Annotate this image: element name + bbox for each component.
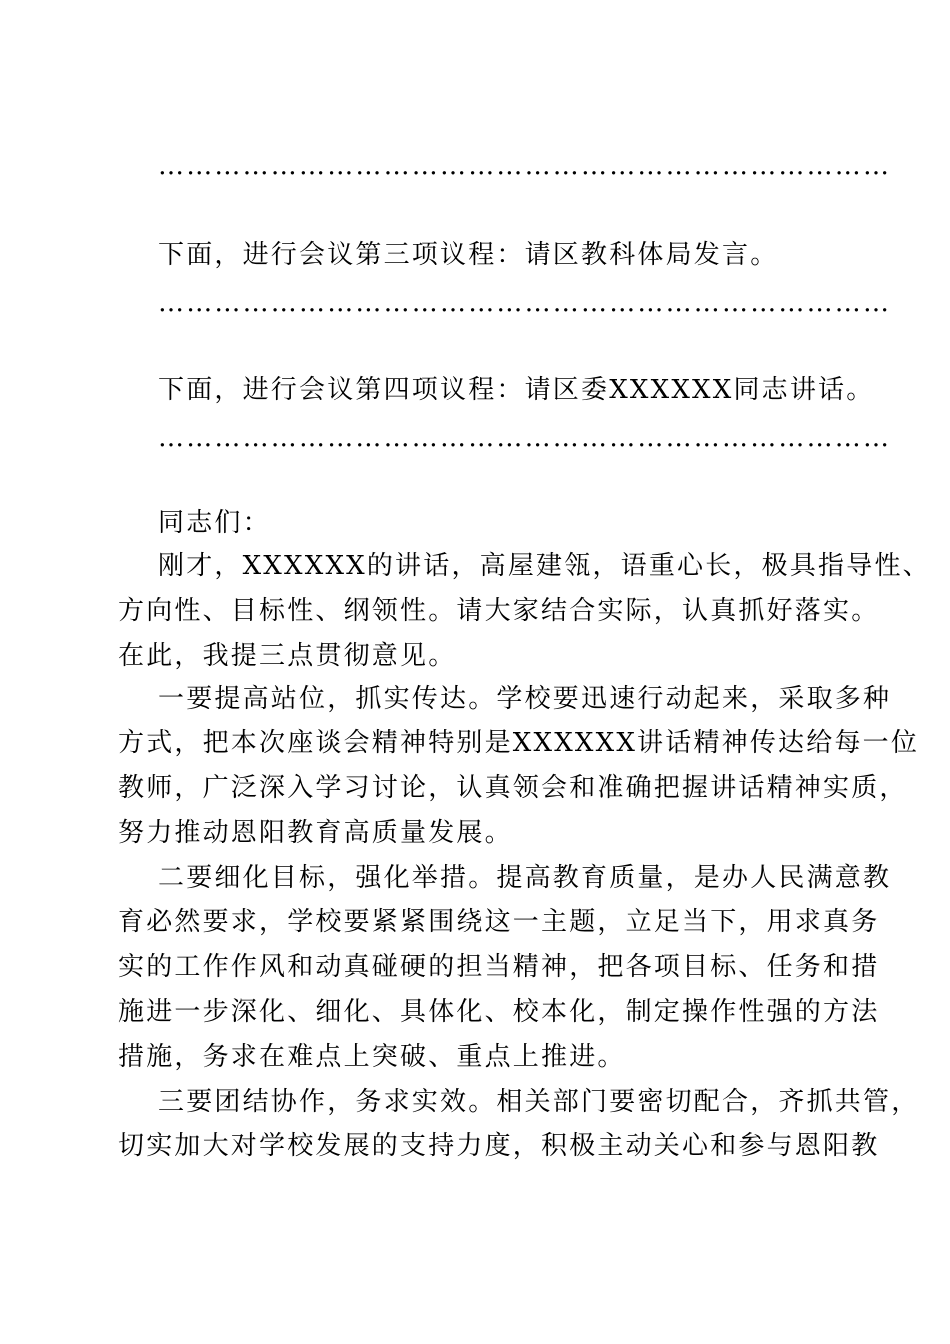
paragraph-line	[0, 372, 950, 408]
body-text: 育必然要求，学校要紧紧围绕这一主题，立足当下，用求真务	[118, 907, 880, 937]
body-text: 施进一步深化、细化、具体化、校本化，制定操作性强的方法	[118, 997, 880, 1027]
body-text: 方式，把本次座谈会精神特别是XXXXXX讲话精神传达给每一位	[118, 728, 920, 758]
paragraph-line	[0, 949, 950, 985]
paragraph-line	[0, 237, 950, 273]
salutation: 同志们：	[158, 508, 271, 538]
point-three: 三要团结协作，务求实效。相关部门要密切配合，齐抓共管，	[158, 1087, 920, 1117]
paragraph-line	[0, 681, 950, 717]
body-text: 努力推动恩阳教育高质量发展。	[118, 818, 513, 848]
paragraph-line	[0, 904, 950, 940]
paragraph-line	[0, 1039, 950, 1075]
paragraph-line	[0, 638, 950, 674]
paragraph-line	[0, 593, 950, 629]
body-text: 措施，务求在难点上突破、重点上推进。	[118, 1042, 626, 1072]
paragraph-line	[0, 1084, 950, 1120]
paragraph-line	[0, 505, 950, 541]
ellipsis-text: ……………………………………………………………………	[158, 151, 892, 181]
body-text: 实的工作作风和动真碰硬的担当精神，把各项目标、任务和措	[118, 952, 880, 982]
agenda-item-three: 下面，进行会议第三项议程：请区教科体局发言。	[158, 240, 779, 270]
paragraph-line	[0, 1128, 950, 1164]
agenda-item-four: 下面，进行会议第四项议程：请区委XXXXXX同志讲话。	[158, 375, 875, 405]
paragraph-line	[0, 860, 950, 896]
ellipsis-line	[0, 285, 950, 321]
ellipsis-line	[0, 148, 950, 184]
paragraph-line	[0, 725, 950, 761]
body-text: 切实加大对学校发展的支持力度，积极主动关心和参与恩阳教	[118, 1131, 880, 1161]
body-text: 方向性、目标性、纲领性。请大家结合实际，认真抓好落实。	[118, 596, 880, 626]
body-text: 刚才，XXXXXX的讲话，高屋建瓴，语重心长，极具指导性、	[158, 551, 931, 581]
point-two: 二要细化目标，强化举措。提高教育质量，是办人民满意教	[158, 863, 892, 893]
paragraph-line	[0, 994, 950, 1030]
paragraph-line	[0, 548, 950, 584]
point-one: 一要提高站位，抓实传达。学校要迅速行动起来，采取多种	[158, 684, 892, 714]
paragraph-line	[0, 815, 950, 851]
body-text: 教师，广泛深入学习讨论，认真领会和准确把握讲话精神实质，	[118, 773, 908, 803]
paragraph-line	[0, 770, 950, 806]
ellipsis-text: ……………………………………………………………………	[158, 288, 892, 318]
ellipsis-line	[0, 420, 950, 456]
ellipsis-text: ……………………………………………………………………	[158, 423, 892, 453]
body-text: 在此，我提三点贯彻意见。	[118, 641, 457, 671]
